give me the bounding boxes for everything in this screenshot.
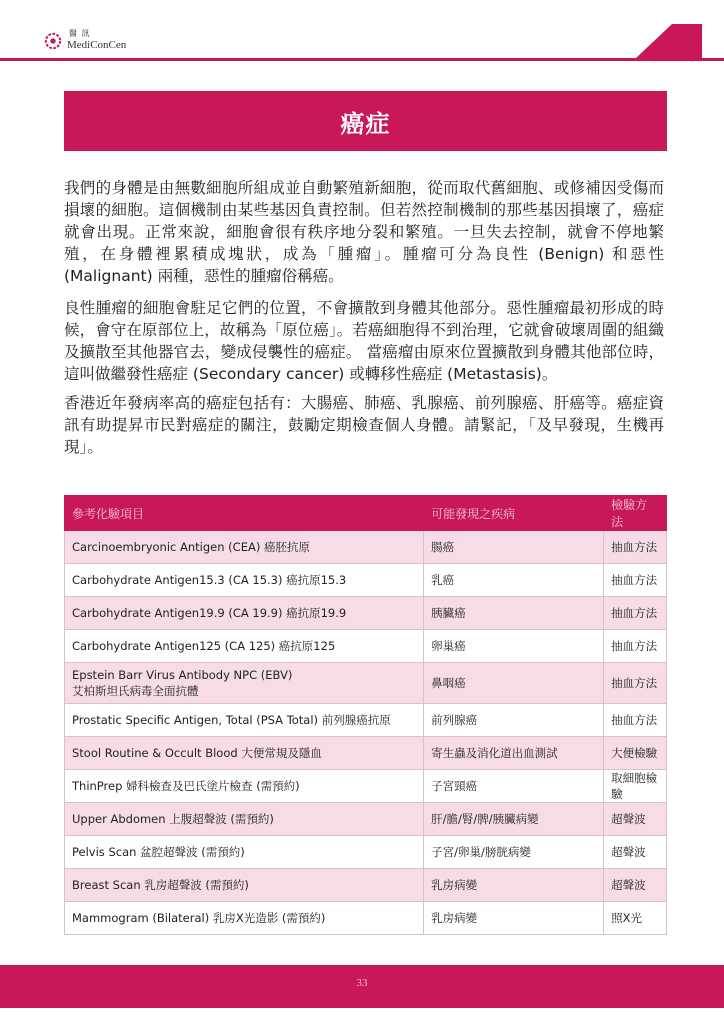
cell-disease: 腸癌 (424, 531, 604, 564)
cell-method: 取細胞檢驗 (604, 770, 667, 803)
test-name: Carbohydrate Antigen19.9 (CA 19.9) 癌抗原19.9 (72, 606, 347, 620)
cell-method: 抽血方法 (604, 597, 667, 630)
table-row (65, 663, 667, 704)
table-row (65, 902, 667, 935)
cell-test-item (65, 630, 424, 663)
header-method: 檢驗方法 (604, 496, 667, 531)
test-name: Epstein Barr Virus Antibody NPC (EBV) (72, 668, 293, 682)
logo-chinese-text: 醫 訊 (69, 29, 91, 38)
cell-test-item (65, 836, 424, 869)
cell-test-item (65, 597, 424, 630)
table-row (65, 737, 667, 770)
hong-kong-cancer-paragraph: 香港近年發病率高的癌症包括有：大腸癌、肺癌、乳腺癌、前列腺癌、肝癌等。癌症資訊有助提昇市民對癌症的關注，鼓勵定期檢查個人身體。請緊記，「及早發現，生機再現」。 (64, 394, 664, 456)
screening-table (64, 495, 667, 935)
table-row (65, 597, 667, 630)
cell-method: 超聲波 (604, 803, 667, 836)
footer (0, 965, 724, 1008)
cell-test-item (65, 663, 424, 704)
table-row (65, 531, 667, 564)
test-name: Stool Routine & Occult Blood 大便常規及隱血 (72, 746, 322, 760)
table-row (65, 803, 667, 836)
benign-malignant-paragraph: 良性腫瘤的細胞會駐足它們的位置，不會擴散到身體其他部分。惡性腫瘤最初形成的時候，會守在原部位上，故稱為「原位癌」。若癌細胞得不到治理，它就會破壞周圍的組織及擴散至其他器官去，變成侵襲性的癌症。 當癌瘤由原來位置擴散到身體其他部位時，這叫做繼發性癌症 (Secondary cancer) 或轉移性癌症 (Metastasis)。 (64, 299, 664, 383)
table-row (65, 770, 667, 803)
test-name: Breast Scan 乳房超聲波 (需預約) (72, 878, 249, 892)
cell-test-item (65, 770, 424, 803)
logo-ring-icon (44, 32, 62, 50)
cell-test-item (65, 902, 424, 935)
cell-method: 抽血方法 (604, 663, 667, 704)
table-row (65, 564, 667, 597)
table-row (65, 704, 667, 737)
test-name: Pelvis Scan 盆腔超聲波 (需預約) (72, 845, 245, 859)
test-name: Prostatic Specific Antigen, Total (PSA Total) 前列腺癌抗原 (72, 713, 391, 727)
cell-method: 抽血方法 (604, 531, 667, 564)
cell-method: 超聲波 (604, 869, 667, 902)
cell-method: 抽血方法 (604, 630, 667, 663)
cell-test-item (65, 531, 424, 564)
cell-method: 超聲波 (604, 836, 667, 869)
cell-disease: 胰臟癌 (424, 597, 604, 630)
test-name: Mammogram (Bilateral) 乳房X光造影 (需預約) (72, 911, 326, 925)
test-name: Carbohydrate Antigen125 (CA 125) 癌抗原125 (72, 639, 336, 653)
table-row (65, 630, 667, 663)
cell-disease: 鼻咽癌 (424, 663, 604, 704)
cell-disease: 乳房病變 (424, 902, 604, 935)
cell-method: 照X光 (604, 902, 667, 935)
cell-method: 大便檢驗 (604, 737, 667, 770)
test-name: ThinPrep 婦科檢查及巴氏塗片檢查 (需預約) (72, 779, 300, 793)
cell-method: 抽血方法 (604, 704, 667, 737)
cell-disease: 子宮/卵巢/膀胱病變 (424, 836, 604, 869)
header-accent-wedge (602, 24, 702, 58)
cell-test-item (65, 704, 424, 737)
cell-disease: 乳房病變 (424, 869, 604, 902)
cell-test-item (65, 803, 424, 836)
table-header-row (65, 496, 667, 531)
header-possible-disease: 可能發現之疾病 (424, 496, 604, 531)
cell-disease: 子宮頸癌 (424, 770, 604, 803)
test-name: Carcinoembryonic Antigen (CEA) 癌胚抗原 (72, 540, 310, 554)
cell-disease: 肝/膽/腎/脾/胰臟病變 (424, 803, 604, 836)
cell-method: 抽血方法 (604, 564, 667, 597)
intro-paragraph: 我們的身體是由無數細胞所組成並自動繁殖新細胞，從而取代舊細胞、或修補因受傷而損壞的細胞。這個機制由某些基因負責控制。但若然控制機制的那些基因損壞了，癌症就會出現。正常來說，細胞會很有秩序地分裂和繁殖。一旦失去控制，就會不停地繁殖，在身體裡累積成塊狀，成為「腫瘤」。腫瘤可分為良性 (Benign) 和惡性 (Malignant) 兩種，惡性的腫瘤俗稱癌。 (64, 179, 664, 285)
page-number: 33 (356, 977, 368, 989)
page-title: 癌症 (340, 109, 391, 138)
test-name: Carbohydrate Antigen15.3 (CA 15.3) 癌抗原15.3 (72, 573, 347, 587)
title-band (64, 91, 667, 151)
table-row (65, 836, 667, 869)
test-name-chinese: 艾柏斯坦氏病毒全面抗體 (72, 684, 199, 698)
logo (44, 30, 126, 51)
cell-disease: 卵巢癌 (424, 630, 604, 663)
cell-disease: 乳癌 (424, 564, 604, 597)
cell-disease: 寄生蟲及消化道出血測試 (424, 737, 604, 770)
header-rule (0, 58, 724, 61)
header-test-item: 參考化驗項目 (65, 496, 424, 531)
test-name: Upper Abdomen 上腹超聲波 (需預約) (72, 812, 274, 826)
cell-test-item (65, 737, 424, 770)
cell-test-item (65, 869, 424, 902)
cell-test-item (65, 564, 424, 597)
cell-disease: 前列腺癌 (424, 704, 604, 737)
logo-english-text: MediConCen (67, 39, 127, 51)
table-row (65, 869, 667, 902)
